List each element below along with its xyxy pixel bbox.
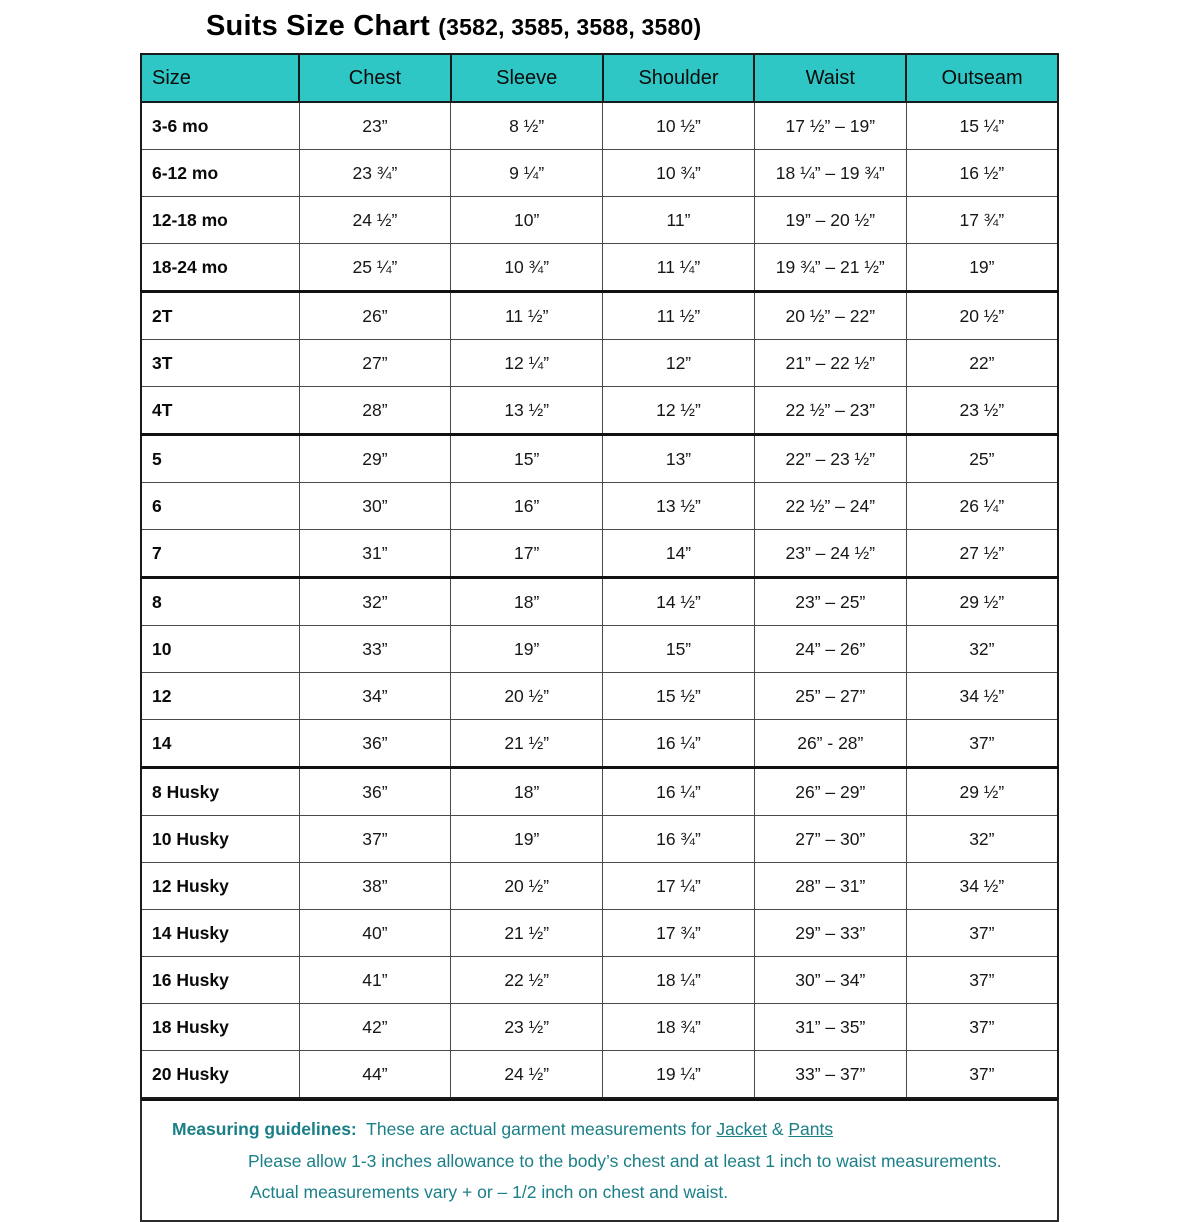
cell-sleeve: 9 ¼” <box>451 150 603 197</box>
cell-outseam: 37” <box>906 1004 1058 1051</box>
table-row <box>141 863 1058 910</box>
table-row <box>141 816 1058 863</box>
measuring-guidelines-box <box>140 1099 1059 1222</box>
cell-shoulder: 15” <box>603 626 755 673</box>
cell-shoulder: 16 ¼” <box>603 720 755 768</box>
table-row <box>141 673 1058 720</box>
cell-sleeve: 18” <box>451 578 603 626</box>
cell-outseam: 29 ½” <box>906 578 1058 626</box>
cell-sleeve: 10” <box>451 197 603 244</box>
cell-shoulder: 13” <box>603 435 755 483</box>
cell-outseam: 16 ½” <box>906 150 1058 197</box>
page-title-codes: (3582, 3585, 3588, 3580) <box>438 14 702 40</box>
cell-size: 6 <box>141 483 299 530</box>
cell-outseam: 34 ½” <box>906 863 1058 910</box>
cell-outseam: 37” <box>906 1051 1058 1099</box>
cell-outseam: 17 ¾” <box>906 197 1058 244</box>
cell-size: 12 Husky <box>141 863 299 910</box>
cell-waist: 19 ¾” – 21 ½” <box>754 244 906 292</box>
cell-waist: 26” - 28” <box>754 720 906 768</box>
cell-shoulder: 16 ¼” <box>603 768 755 816</box>
cell-chest: 27” <box>299 340 451 387</box>
table-row <box>141 1004 1058 1051</box>
cell-size: 3-6 mo <box>141 102 299 150</box>
table-row <box>141 626 1058 673</box>
cell-outseam: 23 ½” <box>906 387 1058 435</box>
table-row <box>141 340 1058 387</box>
cell-waist: 23” – 24 ½” <box>754 530 906 578</box>
cell-sleeve: 13 ½” <box>451 387 603 435</box>
cell-shoulder: 17 ¾” <box>603 910 755 957</box>
table-row <box>141 1051 1058 1099</box>
cell-outseam: 29 ½” <box>906 768 1058 816</box>
cell-chest: 23” <box>299 102 451 150</box>
cell-size: 12-18 mo <box>141 197 299 244</box>
cell-waist: 21” – 22 ½” <box>754 340 906 387</box>
column-header-size: Size <box>141 54 299 102</box>
cell-shoulder: 10 ½” <box>603 102 755 150</box>
cell-outseam: 20 ½” <box>906 292 1058 340</box>
guidelines-line-1 <box>172 1121 1057 1139</box>
cell-shoulder: 12 ½” <box>603 387 755 435</box>
cell-chest: 28” <box>299 387 451 435</box>
cell-chest: 23 ¾” <box>299 150 451 197</box>
cell-sleeve: 21 ½” <box>451 720 603 768</box>
cell-outseam: 27 ½” <box>906 530 1058 578</box>
cell-chest: 34” <box>299 673 451 720</box>
guidelines-label: Measuring guidelines: <box>172 1119 357 1139</box>
cell-shoulder: 11 ¼” <box>603 244 755 292</box>
cell-chest: 26” <box>299 292 451 340</box>
table-row <box>141 197 1058 244</box>
cell-waist: 28” – 31” <box>754 863 906 910</box>
cell-chest: 25 ¼” <box>299 244 451 292</box>
cell-outseam: 34 ½” <box>906 673 1058 720</box>
cell-shoulder: 19 ¼” <box>603 1051 755 1099</box>
cell-sleeve: 18” <box>451 768 603 816</box>
jacket-link[interactable]: Jacket <box>716 1119 767 1139</box>
cell-size: 5 <box>141 435 299 483</box>
table-row <box>141 435 1058 483</box>
cell-size: 16 Husky <box>141 957 299 1004</box>
table-row <box>141 102 1058 150</box>
table-row <box>141 910 1058 957</box>
table-row <box>141 578 1058 626</box>
ampersand-text: & <box>771 1119 784 1139</box>
cell-size: 20 Husky <box>141 1051 299 1099</box>
cell-waist: 25” – 27” <box>754 673 906 720</box>
column-header-shoulder: Shoulder <box>603 54 755 102</box>
cell-shoulder: 12” <box>603 340 755 387</box>
cell-shoulder: 15 ½” <box>603 673 755 720</box>
cell-waist: 26” – 29” <box>754 768 906 816</box>
cell-size: 10 Husky <box>141 816 299 863</box>
cell-size: 12 <box>141 673 299 720</box>
table-row <box>141 957 1058 1004</box>
cell-sleeve: 15” <box>451 435 603 483</box>
cell-outseam: 32” <box>906 816 1058 863</box>
cell-waist: 33” – 37” <box>754 1051 906 1099</box>
cell-size: 8 <box>141 578 299 626</box>
column-header-sleeve: Sleeve <box>451 54 603 102</box>
cell-size: 6-12 mo <box>141 150 299 197</box>
cell-waist: 22 ½” – 23” <box>754 387 906 435</box>
guidelines-intro: These are actual garment measurements for <box>366 1119 712 1139</box>
cell-outseam: 37” <box>906 910 1058 957</box>
cell-sleeve: 12 ¼” <box>451 340 603 387</box>
cell-chest: 41” <box>299 957 451 1004</box>
cell-waist: 19” – 20 ½” <box>754 197 906 244</box>
cell-waist: 29” – 33” <box>754 910 906 957</box>
cell-size: 14 <box>141 720 299 768</box>
cell-waist: 23” – 25” <box>754 578 906 626</box>
page-title <box>206 10 1059 43</box>
page <box>140 0 1059 1222</box>
size-chart-table <box>140 53 1059 1099</box>
cell-sleeve: 19” <box>451 626 603 673</box>
cell-size: 18 Husky <box>141 1004 299 1051</box>
cell-shoulder: 10 ¾” <box>603 150 755 197</box>
cell-chest: 29” <box>299 435 451 483</box>
cell-waist: 31” – 35” <box>754 1004 906 1051</box>
cell-outseam: 37” <box>906 720 1058 768</box>
column-header-outseam: Outseam <box>906 54 1058 102</box>
cell-shoulder: 17 ¼” <box>603 863 755 910</box>
cell-waist: 20 ½” – 22” <box>754 292 906 340</box>
guidelines-line-2: Please allow 1-3 inches allowance to the body’s chest and at least 1 inch to waist measurements. <box>248 1150 1002 1171</box>
column-header-waist: Waist <box>754 54 906 102</box>
cell-waist: 22 ½” – 24” <box>754 483 906 530</box>
cell-shoulder: 13 ½” <box>603 483 755 530</box>
cell-shoulder: 14 ½” <box>603 578 755 626</box>
cell-size: 10 <box>141 626 299 673</box>
cell-chest: 42” <box>299 1004 451 1051</box>
cell-sleeve: 11 ½” <box>451 292 603 340</box>
cell-size: 14 Husky <box>141 910 299 957</box>
cell-sleeve: 24 ½” <box>451 1051 603 1099</box>
guidelines-line-3: Actual measurements vary + or – 1/2 inch on chest and waist. <box>250 1182 729 1202</box>
cell-size: 2T <box>141 292 299 340</box>
cell-shoulder: 11” <box>603 197 755 244</box>
cell-shoulder: 11 ½” <box>603 292 755 340</box>
cell-outseam: 32” <box>906 626 1058 673</box>
cell-shoulder: 18 ¼” <box>603 957 755 1004</box>
cell-waist: 27” – 30” <box>754 816 906 863</box>
cell-sleeve: 17” <box>451 530 603 578</box>
cell-size: 8 Husky <box>141 768 299 816</box>
cell-shoulder: 14” <box>603 530 755 578</box>
cell-chest: 44” <box>299 1051 451 1099</box>
table-row <box>141 530 1058 578</box>
cell-size: 3T <box>141 340 299 387</box>
cell-outseam: 25” <box>906 435 1058 483</box>
table-row <box>141 292 1058 340</box>
cell-outseam: 37” <box>906 957 1058 1004</box>
table-row <box>141 720 1058 768</box>
cell-waist: 17 ½” – 19” <box>754 102 906 150</box>
cell-chest: 40” <box>299 910 451 957</box>
cell-chest: 36” <box>299 720 451 768</box>
cell-chest: 31” <box>299 530 451 578</box>
cell-size: 18-24 mo <box>141 244 299 292</box>
cell-chest: 30” <box>299 483 451 530</box>
pants-link[interactable]: Pants <box>788 1119 834 1139</box>
cell-chest: 37” <box>299 816 451 863</box>
cell-shoulder: 16 ¾” <box>603 816 755 863</box>
cell-sleeve: 10 ¾” <box>451 244 603 292</box>
cell-chest: 38” <box>299 863 451 910</box>
cell-waist: 18 ¼” – 19 ¾” <box>754 150 906 197</box>
column-header-chest: Chest <box>299 54 451 102</box>
page-title-main: Suits Size Chart <box>206 10 430 42</box>
cell-shoulder: 18 ¾” <box>603 1004 755 1051</box>
cell-sleeve: 20 ½” <box>451 673 603 720</box>
table-header-row <box>141 54 1058 102</box>
cell-outseam: 15 ¼” <box>906 102 1058 150</box>
table-row <box>141 387 1058 435</box>
table-row <box>141 150 1058 197</box>
cell-waist: 24” – 26” <box>754 626 906 673</box>
cell-chest: 32” <box>299 578 451 626</box>
cell-size: 7 <box>141 530 299 578</box>
cell-outseam: 22” <box>906 340 1058 387</box>
cell-chest: 33” <box>299 626 451 673</box>
table-row <box>141 244 1058 292</box>
cell-outseam: 19” <box>906 244 1058 292</box>
cell-waist: 22” – 23 ½” <box>754 435 906 483</box>
cell-sleeve: 22 ½” <box>451 957 603 1004</box>
cell-sleeve: 16” <box>451 483 603 530</box>
cell-sleeve: 21 ½” <box>451 910 603 957</box>
cell-sleeve: 19” <box>451 816 603 863</box>
cell-sleeve: 20 ½” <box>451 863 603 910</box>
cell-chest: 36” <box>299 768 451 816</box>
cell-outseam: 26 ¼” <box>906 483 1058 530</box>
cell-chest: 24 ½” <box>299 197 451 244</box>
cell-waist: 30” – 34” <box>754 957 906 1004</box>
table-row <box>141 483 1058 530</box>
cell-size: 4T <box>141 387 299 435</box>
table-row <box>141 768 1058 816</box>
cell-sleeve: 23 ½” <box>451 1004 603 1051</box>
cell-sleeve: 8 ½” <box>451 102 603 150</box>
